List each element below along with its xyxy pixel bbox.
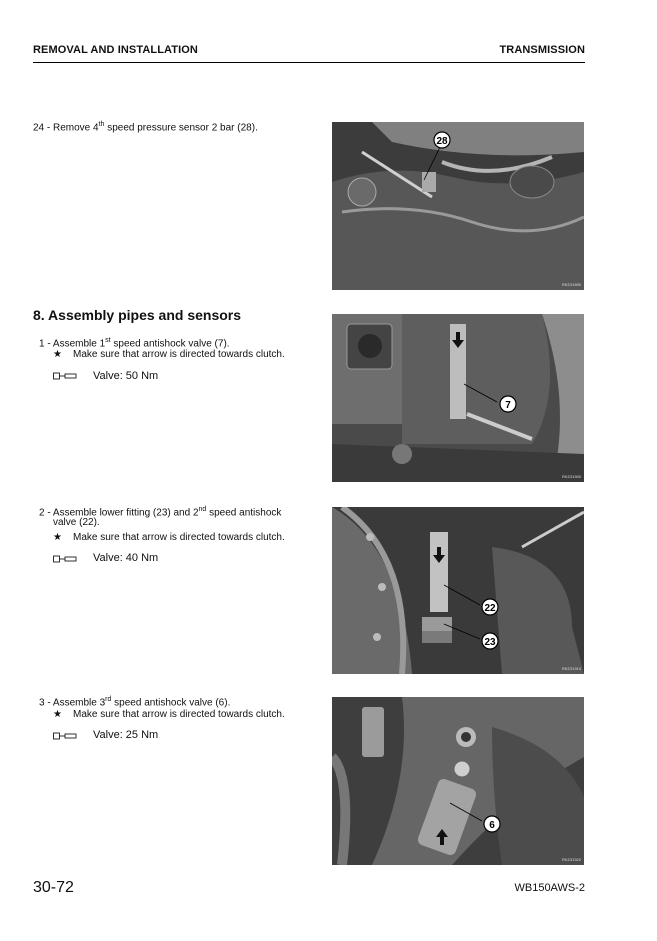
step-2-torque: Valve: 40 Nm — [93, 552, 159, 564]
photo-first-speed-valve — [332, 314, 584, 482]
step-3-note: ★ Make sure that arrow is directed towards clutch. — [53, 709, 285, 720]
step-24-text: 24 - Remove 4th speed pressure sensor 2 bar (28). — [33, 121, 258, 134]
star-icon: ★ — [53, 532, 62, 543]
star-icon: ★ — [53, 709, 62, 720]
step-3-text: 3 - Assemble 3rd speed antishock valve (6). — [39, 696, 231, 709]
step-2-text: 2 - Assemble lower fitting (23) and 2nd speed antishock — [39, 506, 282, 519]
step-1-text: 1 - Assemble 1st speed antishock valve (7). — [39, 337, 230, 350]
svg-text:28: 28 — [436, 136, 448, 147]
section-title: 8. Assembly pipes and sensors — [33, 307, 242, 323]
step-1-torque: Valve: 50 Nm — [93, 370, 159, 382]
svg-text:RKZ31910: RKZ31910 — [562, 666, 582, 671]
svg-text:22: 22 — [484, 603, 496, 614]
svg-text:RKZ31920: RKZ31920 — [562, 857, 582, 862]
step-1-note: ★ Make sure that arrow is directed towards clutch. — [53, 349, 285, 360]
svg-text:6: 6 — [489, 820, 495, 831]
callout-23 — [482, 633, 498, 649]
page-header — [33, 44, 585, 63]
svg-text:7: 7 — [505, 400, 511, 411]
step-2-text-line2: valve (22). — [53, 517, 100, 528]
step-2-note: ★ Make sure that arrow is directed towards clutch. — [53, 532, 285, 543]
svg-text:23: 23 — [484, 637, 496, 648]
callout-6 — [484, 816, 500, 832]
callout-22 — [482, 599, 498, 615]
torque-wrench-icon — [53, 554, 77, 564]
photo-second-speed-valve — [332, 507, 584, 674]
callout-7 — [500, 396, 516, 412]
star-icon: ★ — [53, 349, 62, 360]
photo-third-speed-valve — [332, 697, 584, 865]
photo-pressure-sensor — [332, 122, 584, 290]
torque-wrench-icon — [53, 731, 77, 741]
step-3-torque: Valve: 25 Nm — [93, 729, 159, 741]
callout-28 — [434, 132, 450, 148]
model-name: WB150AWS-2 — [514, 882, 585, 894]
page-number: 30-72 — [33, 879, 74, 896]
svg-text:RKZ31890: RKZ31890 — [562, 282, 582, 287]
header-section-title: REMOVAL AND INSTALLATION — [33, 44, 198, 56]
header-chapter-title: TRANSMISSION — [499, 44, 585, 56]
svg-text:RKZ31900: RKZ31900 — [562, 474, 582, 479]
torque-wrench-icon — [53, 371, 77, 381]
